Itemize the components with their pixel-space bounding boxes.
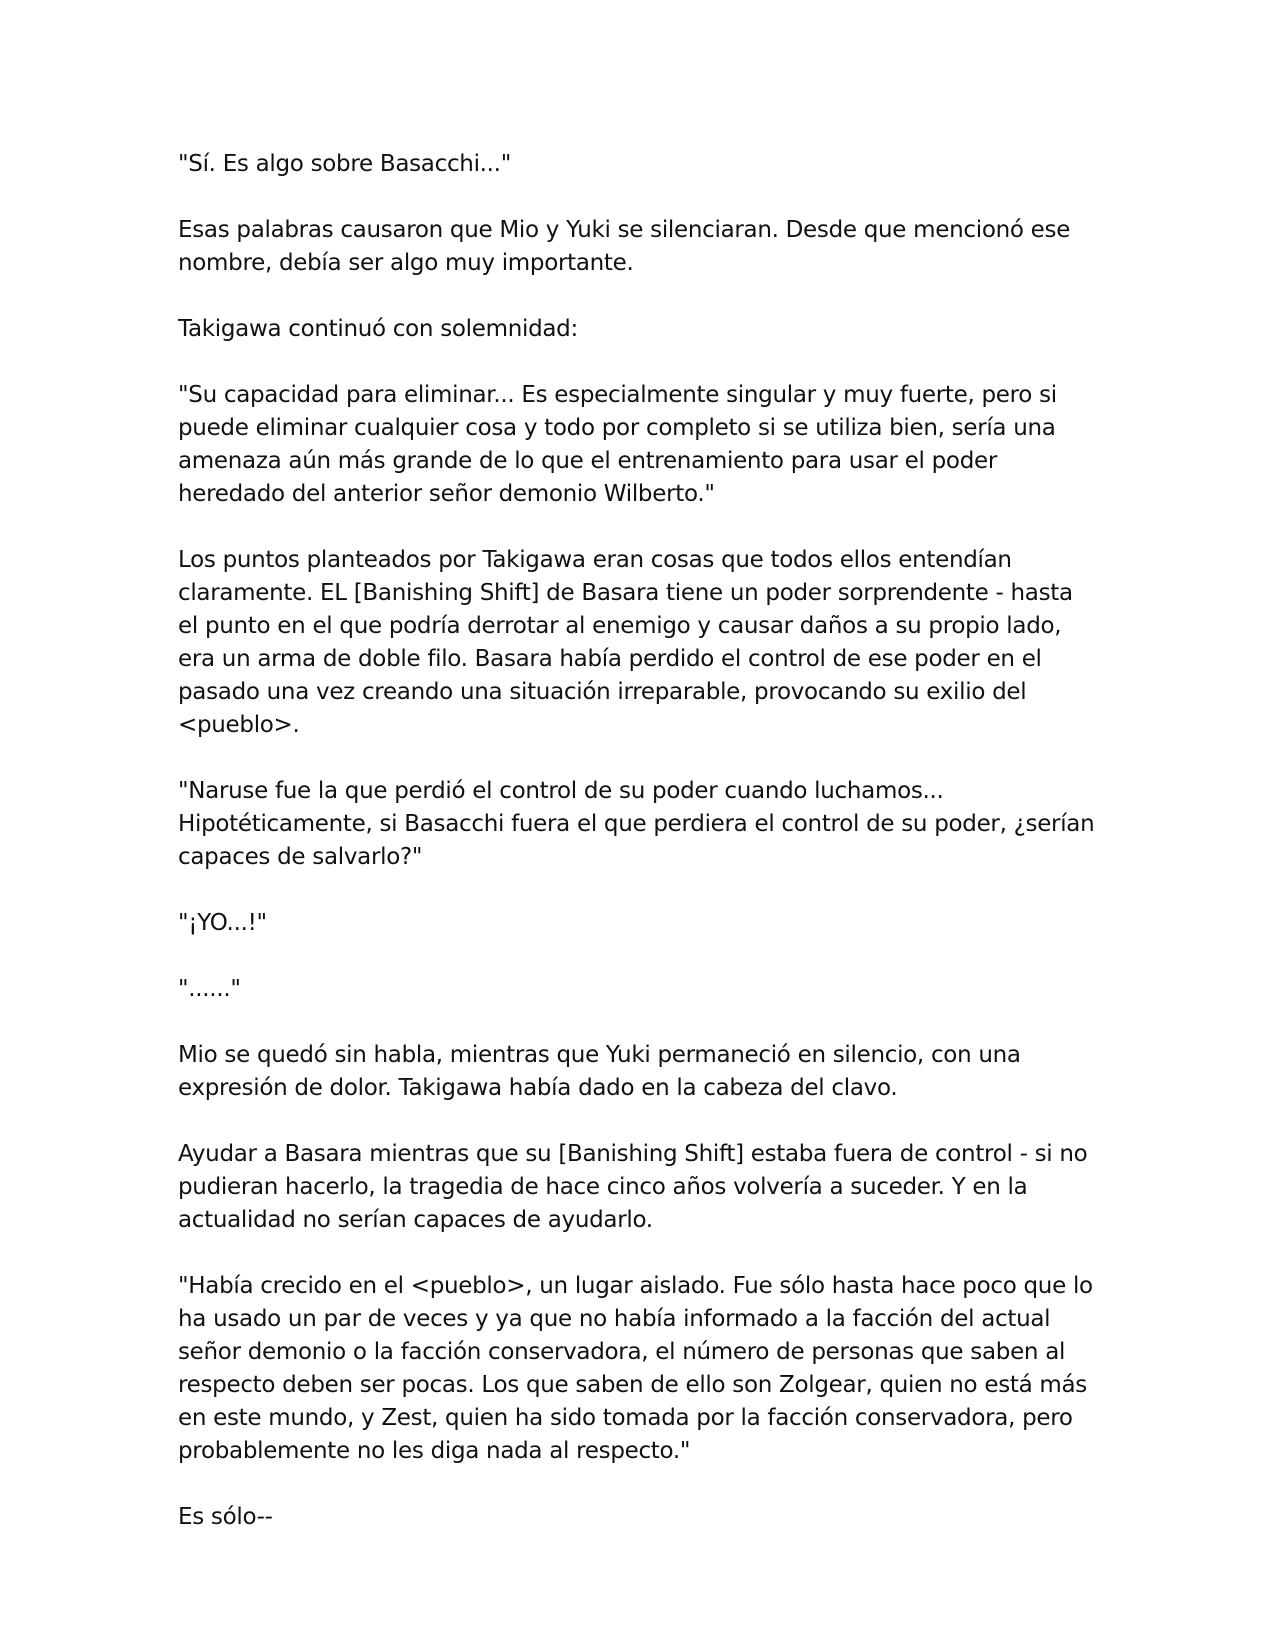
document-page xyxy=(178,148,1098,1567)
paragraph-3: Takigawa continuó con solemnidad: xyxy=(178,316,578,342)
paragraph-7: "¡YO...!" xyxy=(178,910,267,936)
paragraph-12: Es sólo-- xyxy=(178,1504,273,1530)
paragraph-11: "Había crecido en el <pueblo>, un lugar aislado. Fue sólo hasta hace poco que lo ha usado un par de veces y ya que no había informado a la facción del actual señor demonio o la facción conservadora, el número de personas que saben al respecto deben ser pocas. Los que saben de ello son Zolgear, quien no está más en este mundo, y Zest, quien ha sido tomada por la facción conservadora, pero probablemente no les diga nada al respecto." xyxy=(178,1273,1093,1464)
paragraph-4: "Su capacidad para eliminar... Es especialmente singular y muy fuerte, pero si puede eliminar cualquier cosa y todo por completo si se utiliza bien, sería una amenaza aún más grande de lo que el entrenamiento para usar el poder heredado del anterior señor demonio Wilberto." xyxy=(178,382,1057,507)
paragraph-8: "......" xyxy=(178,976,241,1002)
paragraph-6: "Naruse fue la que perdió el control de su poder cuando luchamos... Hipotéticamente, si Basacchi fuera el que perdiera el control de su poder, ¿serían capaces de salvarlo?" xyxy=(178,778,1095,870)
paragraph-9: Mio se quedó sin habla, mientras que Yuki permaneció en silencio, con una expresión de dolor. Takigawa había dado en la cabeza del clavo. xyxy=(178,1042,1021,1101)
paragraph-2: Esas palabras causaron que Mio y Yuki se silenciaran. Desde que mencionó ese nombre, debía ser algo muy importante. xyxy=(178,217,1071,276)
paragraph-5: Los puntos planteados por Takigawa eran cosas que todos ellos entendían claramente. EL [Banishing Shift] de Basara tiene un poder sorprendente - hasta el punto en el que podría derrotar al enemigo y causar daños a su propio lado, era un arma de doble filo. Basara había perdido el control de ese poder en el pasado una vez creando una situación irreparable, provocando su exilio del <pueblo>. xyxy=(178,547,1073,738)
paragraph-1: "Sí. Es algo sobre Basacchi..." xyxy=(178,151,511,177)
paragraph-10: Ayudar a Basara mientras que su [Banishing Shift] estaba fuera de control - si no pudieran hacerlo, la tragedia de hace cinco años volvería a suceder. Y en la actualidad no serían capaces de ayudarlo. xyxy=(178,1141,1088,1233)
